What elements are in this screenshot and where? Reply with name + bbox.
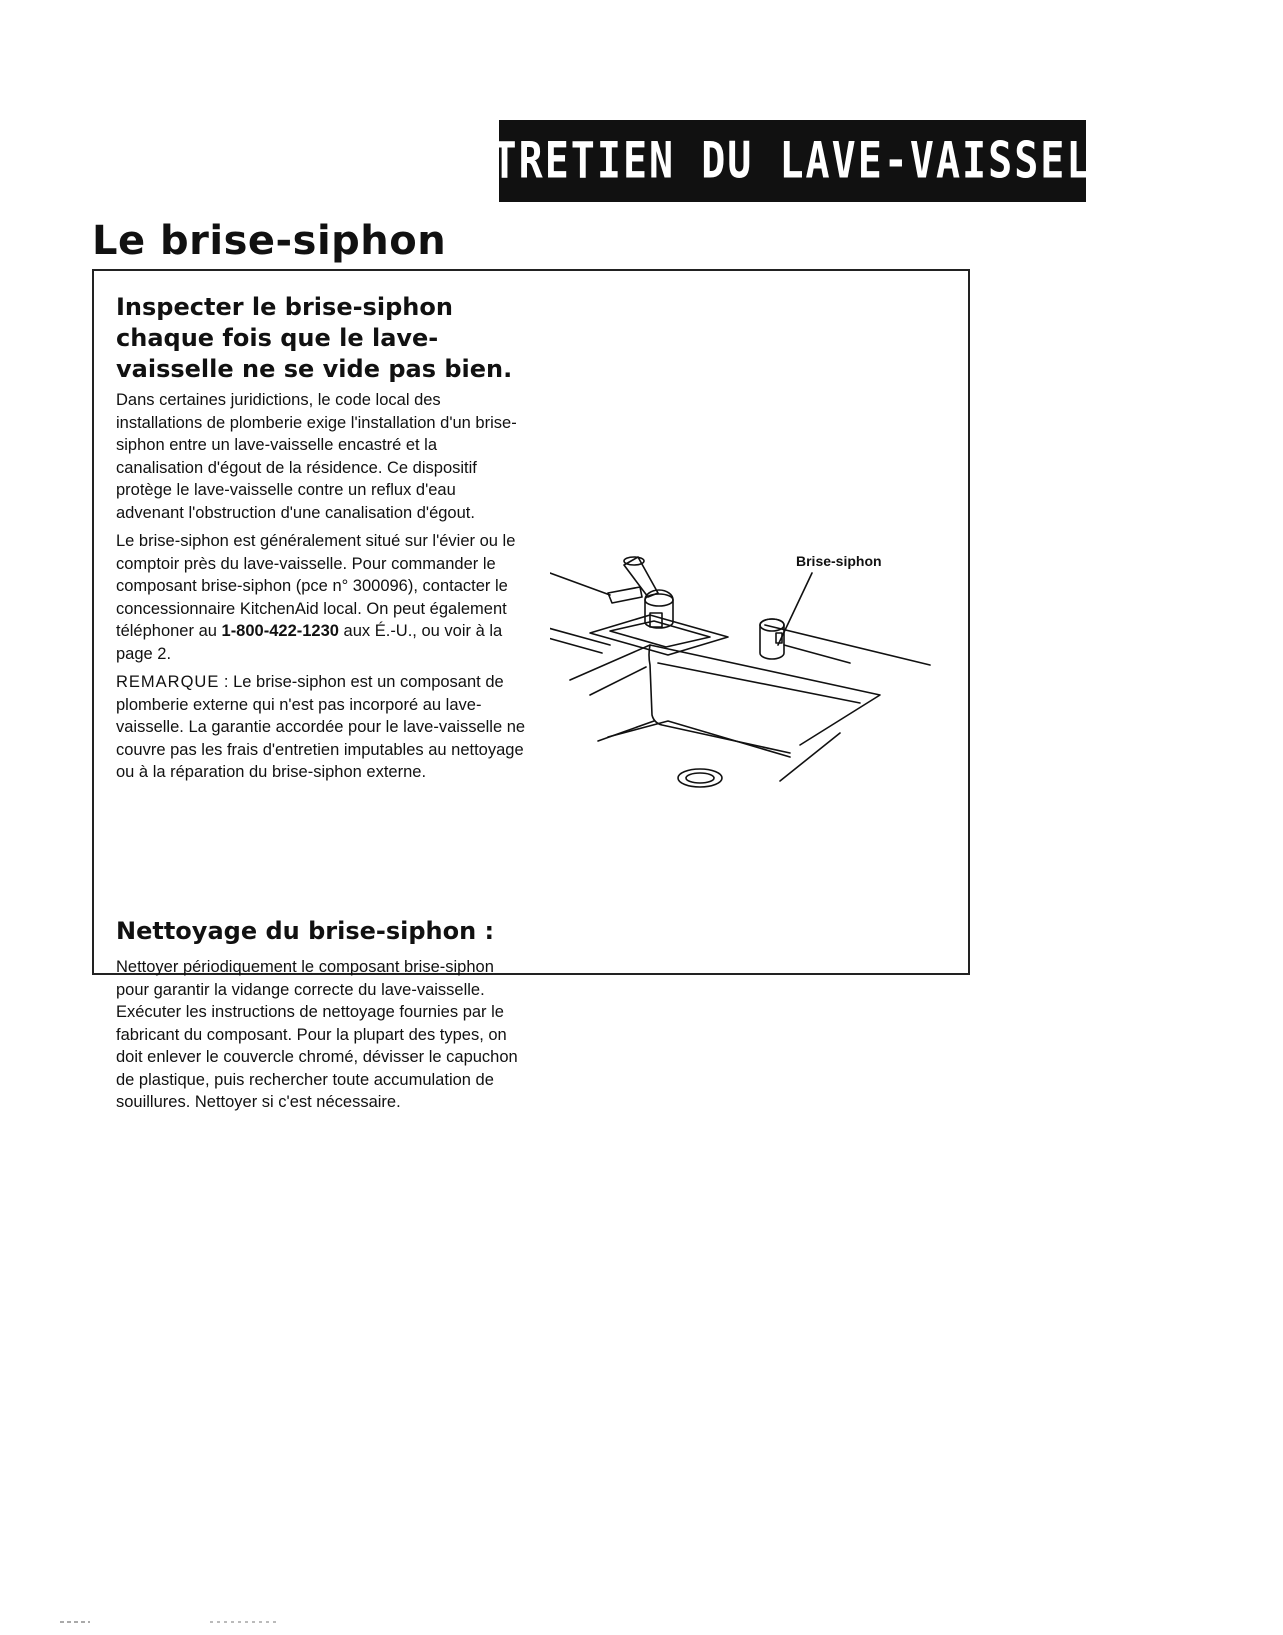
phone-number: 1-800-422-1230 <box>221 622 339 640</box>
air-gap-icon <box>760 619 850 663</box>
air-gap-label: Brise-siphon <box>796 553 882 569</box>
cleaning-body <box>116 956 526 1120</box>
counter-edge-back <box>765 625 930 665</box>
label-leader-line <box>778 573 812 645</box>
counter-edge-left <box>550 573 610 595</box>
section-banner-text: ENTRETIEN DU LAVE-VAISSELLE <box>440 132 1145 190</box>
scan-artifact-marks <box>60 1620 320 1624</box>
sink-basin-icon <box>570 645 880 787</box>
section-banner <box>440 120 1145 202</box>
inspect-paragraph-2-start: Le brise-siphon est généralement situé sur l'évier ou le comptoir près du lave-vaisselle. Pour commander le composant brise-siphon (pce n° 300096), contacter le concessionnaire KitchenAid local. On peut également téléphoner au <box>116 532 516 640</box>
note-label: REMARQUE <box>116 673 220 691</box>
inspect-body <box>116 389 526 790</box>
inspect-paragraph-1: Dans certaines juridictions, le code local des installations de plomberie exige l'installation d'un brise-siphon entre un lave-vaisselle encastré et la canalisation d'égout de la résidence. Ce dispositif protège le lave-vaisselle contre un reflux d'eau advenant l'obstruction d'une canalisation d'égout. <box>116 391 517 522</box>
inspect-heading: Inspecter le brise-siphon chaque fois que le lave-vaisselle ne se vide pas bien. <box>116 293 513 383</box>
inspect-paragraph-2 <box>116 530 526 665</box>
inspect-paragraph-2-end: aux É.-U., ou voir à la page 2. <box>116 622 503 663</box>
note-text: : Le brise-siphon est un composant de plomberie externe qui n'est pas incorporé au lave-vaisselle. La garantie accordée pour le lave-vaisselle ne couvre pas les frais d'entretien imputables au nettoyage ou à la réparation du brise-siphon externe. <box>116 673 526 781</box>
note-paragraph <box>116 671 526 784</box>
cleaning-paragraph: Nettoyer périodiquement le composant brise-siphon pour garantir la vidange correcte du lave-vaisselle. Exécuter les instructions de nettoyage fournies par le fabricant du composant. Pour la plupart des types, on doit enlever le couvercle chromé, dévisser le capuchon de plastique, puis rechercher toute accumulation de souillures. Nettoyer si c'est nécessaire. <box>116 958 518 1111</box>
faucet-icon <box>590 557 728 655</box>
sink-air-gap-illustration <box>550 545 950 845</box>
cleaning-heading: Nettoyage du brise-siphon : <box>116 917 495 945</box>
page-title: Le brise-siphon <box>92 218 447 264</box>
